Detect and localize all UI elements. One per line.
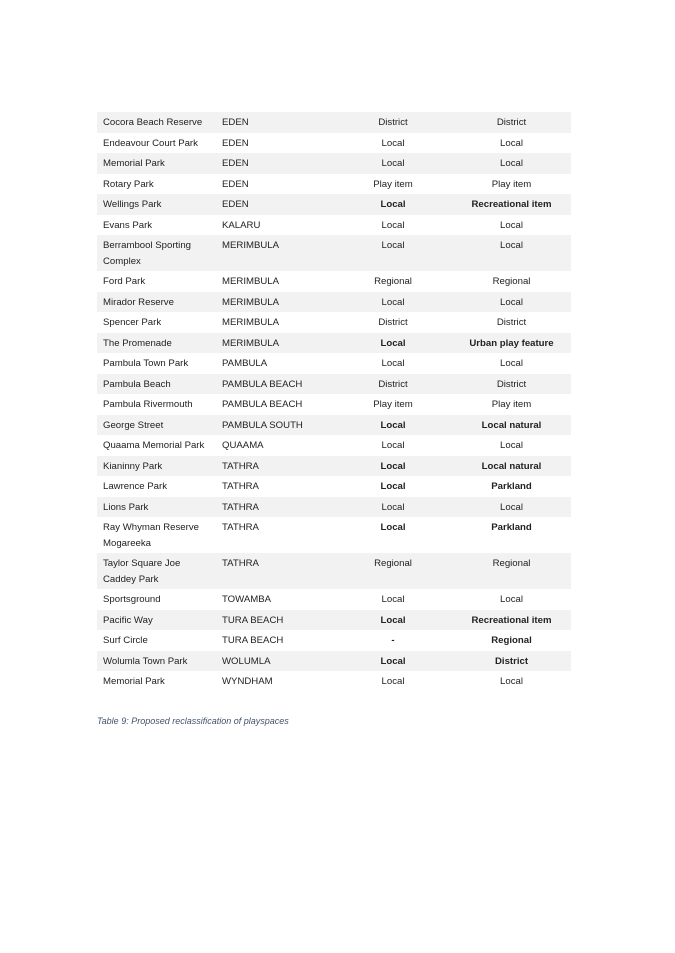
table-row [97, 133, 571, 154]
town-cell: WOLUMLA [216, 651, 334, 672]
park-name-cell: Memorial Park [103, 676, 165, 687]
table-row [97, 215, 571, 236]
table-row [97, 194, 571, 215]
table-row [97, 333, 571, 354]
table-row [97, 671, 571, 692]
town-cell: EDEN [222, 137, 249, 149]
town-cell: TURA BEACH [216, 610, 334, 631]
current-class-cell: Local [334, 610, 452, 631]
current-class-cell: Local [334, 415, 452, 436]
proposed-class-cell: Local [500, 594, 523, 605]
table-row [97, 497, 571, 518]
park-name-cell: Quaama Memorial Park [103, 440, 205, 451]
table-row [97, 589, 571, 610]
park-name-cell: Mirador Reserve [97, 292, 216, 313]
table-row [97, 174, 571, 195]
town-cell: EDEN [216, 153, 334, 174]
current-class-cell: Local [381, 358, 405, 369]
proposed-class-cell: Local [452, 292, 571, 313]
town-cell: TATHRA [216, 553, 334, 589]
park-name-cell: Lions Park [97, 497, 216, 518]
current-class-cell: Local [381, 440, 405, 451]
proposed-class-cell: Parkland [491, 481, 532, 492]
park-name-cell: Berrambool Sporting Complex [97, 235, 216, 271]
table-row [97, 435, 571, 456]
proposed-class-cell: Play item [491, 178, 532, 190]
proposed-class-cell: Local [452, 235, 571, 271]
current-class-cell: Play item [373, 399, 413, 410]
current-class-cell: Local [380, 481, 406, 492]
table-row [97, 651, 571, 672]
current-class-cell: Local [334, 153, 452, 174]
park-name-cell: Kianinny Park [97, 456, 216, 477]
proposed-class-cell: District [452, 651, 571, 672]
proposed-class-cell: Local [452, 497, 571, 518]
town-cell: TOWAMBA [222, 594, 272, 605]
park-name-cell: Surf Circle [103, 635, 148, 646]
park-name-cell: Rotary Park [103, 178, 154, 190]
table-row [97, 153, 571, 174]
proposed-class-cell: Play item [491, 399, 532, 410]
park-name-cell: Spencer Park [103, 317, 162, 328]
park-name-cell: Lawrence Park [103, 481, 167, 492]
proposed-class-cell: Local [500, 219, 523, 231]
table-row [97, 374, 571, 395]
park-name-cell: Cocora Beach Reserve [97, 112, 216, 133]
current-class-cell: Local [334, 235, 452, 271]
town-cell: PAMBULA [222, 358, 268, 369]
park-name-cell: Pambula Rivermouth [103, 399, 193, 410]
town-cell: MERIMBULA [222, 276, 280, 287]
current-class-cell: District [334, 112, 452, 133]
current-class-cell: Local [334, 651, 452, 672]
town-cell: PAMBULA BEACH [222, 399, 303, 410]
town-cell: WYNDHAM [222, 676, 273, 687]
park-name-cell: Ford Park [103, 276, 146, 287]
table-row [97, 353, 571, 374]
park-name-cell: Pambula Beach [97, 374, 216, 395]
table-row [97, 312, 571, 333]
current-class-cell: Local [381, 219, 405, 231]
park-name-cell: Ray Whyman Reserve Mogareeka [103, 522, 199, 549]
park-name-cell: Pacific Way [97, 610, 216, 631]
town-cell: TATHRA [216, 456, 334, 477]
current-class-cell: Regional [334, 553, 452, 589]
park-name-cell: Wellings Park [97, 194, 216, 215]
table-row [97, 235, 571, 271]
proposed-class-cell: Urban play feature [452, 333, 571, 354]
playspaces-table [97, 112, 571, 692]
current-class-cell: Local [334, 497, 452, 518]
park-name-cell: Sportsground [103, 594, 161, 605]
proposed-class-cell: Recreational item [452, 194, 571, 215]
town-cell: TATHRA [216, 497, 334, 518]
proposed-class-cell: Local [500, 676, 523, 687]
current-class-cell: - [391, 635, 395, 646]
park-name-cell: Pambula Town Park [103, 358, 189, 369]
table-row [97, 271, 571, 292]
town-cell: TURA BEACH [222, 635, 284, 646]
town-cell: EDEN [216, 112, 334, 133]
current-class-cell: District [334, 374, 452, 395]
current-class-cell: Local [334, 194, 452, 215]
town-cell: EDEN [222, 178, 249, 190]
town-cell: MERIMBULA [222, 317, 280, 328]
current-class-cell: Local [380, 522, 406, 533]
park-name-cell: The Promenade [97, 333, 216, 354]
park-name-cell: Wolumla Town Park [97, 651, 216, 672]
proposed-class-cell: District [452, 112, 571, 133]
proposed-class-cell: District [496, 317, 527, 328]
current-class-cell: Local [381, 137, 405, 149]
table-row [97, 292, 571, 313]
proposed-class-cell: Local [500, 137, 523, 149]
town-cell: PAMBULA BEACH [216, 374, 334, 395]
table-caption: Table 9: Proposed reclassification of playspaces [97, 716, 289, 726]
town-cell: TATHRA [222, 481, 259, 492]
current-class-cell: District [378, 317, 408, 328]
town-cell: TATHRA [222, 522, 259, 533]
table-body [97, 112, 571, 692]
town-cell: MERIMBULA [216, 292, 334, 313]
town-cell: MERIMBULA [216, 235, 334, 271]
current-class-cell: Local [334, 333, 452, 354]
park-name-cell: Memorial Park [97, 153, 216, 174]
table-row [97, 394, 571, 415]
proposed-class-cell: Local natural [452, 415, 571, 436]
table-row [97, 415, 571, 436]
proposed-class-cell: Local [452, 153, 571, 174]
proposed-class-cell: Local [500, 440, 523, 451]
town-cell: QUAAMA [222, 440, 264, 451]
current-class-cell: Play item [373, 178, 413, 190]
current-class-cell: Local [381, 676, 405, 687]
proposed-class-cell: Parkland [491, 522, 532, 533]
current-class-cell: Local [381, 594, 405, 605]
town-cell: EDEN [216, 194, 334, 215]
table-row [97, 517, 571, 553]
proposed-class-cell: District [452, 374, 571, 395]
park-name-cell: George Street [97, 415, 216, 436]
park-name-cell: Evans Park [103, 219, 153, 231]
proposed-class-cell: Regional [452, 553, 571, 589]
town-cell: KALARU [222, 219, 261, 231]
proposed-class-cell: Local natural [452, 456, 571, 477]
proposed-class-cell: Local [500, 358, 523, 369]
town-cell: PAMBULA SOUTH [216, 415, 334, 436]
proposed-class-cell: Recreational item [452, 610, 571, 631]
table-row [97, 610, 571, 631]
table-row [97, 553, 571, 589]
current-class-cell: Local [334, 292, 452, 313]
table-row [97, 112, 571, 133]
current-class-cell: Local [334, 456, 452, 477]
table-row [97, 456, 571, 477]
proposed-class-cell: Regional [492, 276, 531, 287]
proposed-class-cell: Regional [491, 635, 532, 646]
table-row [97, 476, 571, 497]
current-class-cell: Regional [374, 276, 412, 287]
park-name-cell: Taylor Square Joe Caddey Park [97, 553, 216, 589]
town-cell: MERIMBULA [216, 333, 334, 354]
park-name-cell: Endeavour Court Park [103, 137, 198, 149]
table-row [97, 630, 571, 651]
